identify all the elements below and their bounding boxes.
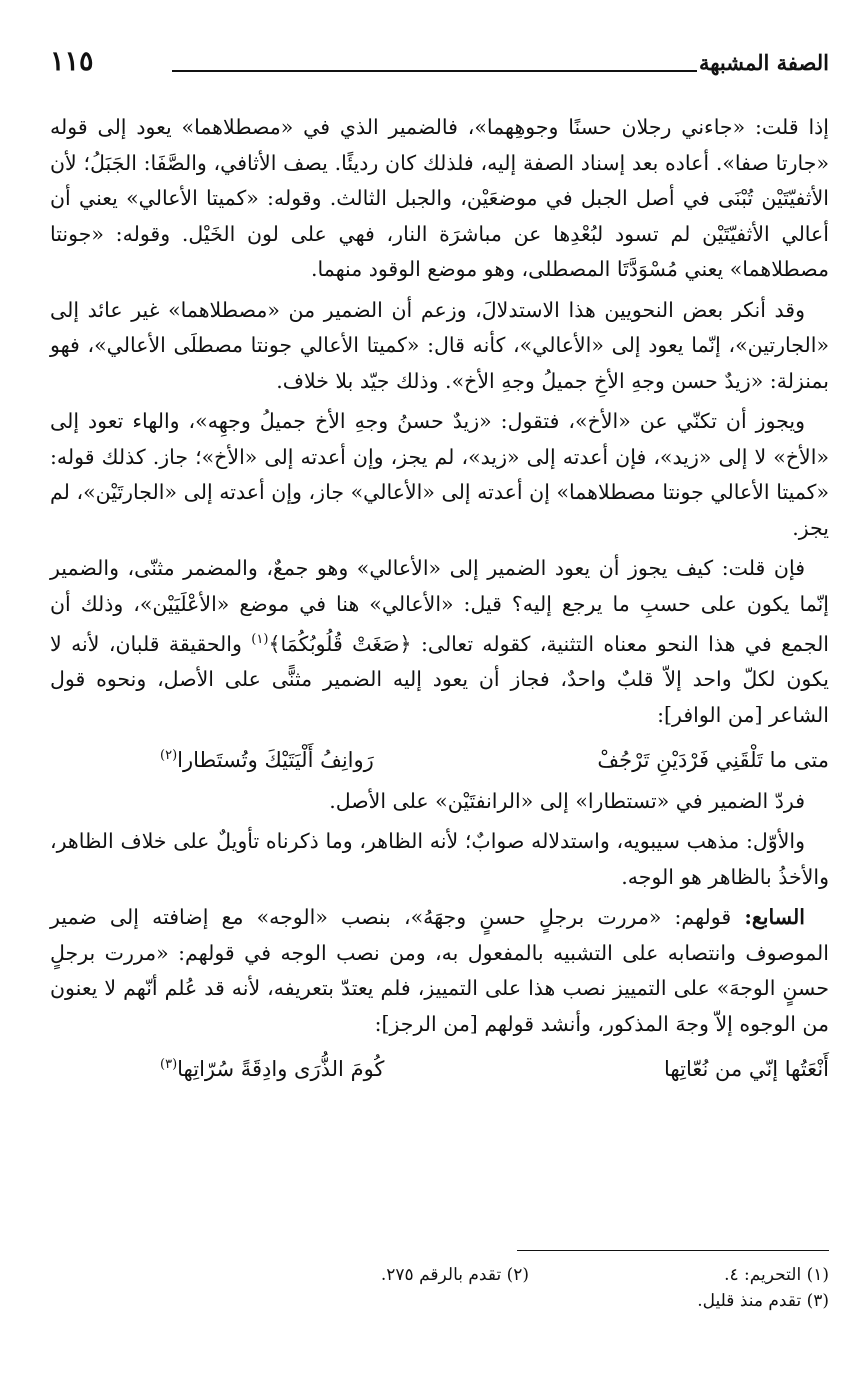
- paragraph-6: والأوّل: مذهب سيبويه، واستدلاله صوابٌ؛ لأنه الظاهر، وما ذكرناه تأويلٌ على خلاف الظاهر، والأخذُ بالظاهر هو الوجه.: [50, 829, 829, 889]
- footnote-2: (٢) تقدم بالرقم ٢٧٥.: [380, 1265, 529, 1285]
- paragraph-4: [50, 551, 829, 733]
- body-text: [50, 110, 829, 1093]
- paragraph-1: إذا قلت: «جاءني رجلان حسنًا وجوهِهما»، فالضمير الذي في «مصطلاهما» يعود إلى قوله «جارتا صفا». أعاده بعد إسناد الصفة إليه، فلذلك كان رديئًا. يصف الأثافي، والصَّفَا: الجَبَلُ؛ لأن الأثفيّتَيْن تُبْنَى في أصل الجبل في موضعَيْن، والجبل الثالث. وقوله: «كميتا الأعالي» يعني أن أعالي الأثفيّتَيْن لم تسود لبُعْدِها عن مباشرَة النار، فهي على لون الخَيْل. وقوله: «جونتا مصطلاهما» يعني مُسْوَدَّتَا المصطلى، وهو موضع الوقود منهما.: [50, 115, 829, 281]
- footnotes: [50, 1262, 829, 1314]
- footnote-ref-2: (٢): [160, 748, 178, 764]
- verse-1-second-text: رَوانِفُ أَلْيَتَيْكَ وتُستَطارا: [177, 748, 374, 773]
- verse-1: [50, 738, 829, 779]
- footnote-ref-3: (٣): [160, 1057, 178, 1073]
- verse-2: [50, 1047, 829, 1088]
- footnote-row-1: [50, 1262, 829, 1288]
- paragraph-2: وقد أنكر بعض النحويين هذا الاستدلالَ، وزعم أن الضمير من «مصطلاهما» غير عائد إلى «الجارتين»، إنّما يعود إلى «الأعالي»، كأنه قال: «كميتا الأعالي جونتا مصطلَى الأعالي»، فهو بمنزلة: «زيدٌ حسن وجهِ الأخِ جميلُ وجهِ الأخ». وذلك جيّد بلا خلاف.: [50, 297, 829, 393]
- footnote-rule: [517, 1250, 829, 1251]
- footnote-1: (١) التحريم: ٤.: [724, 1265, 829, 1285]
- section-lead: السابع:: [744, 905, 805, 930]
- paragraph-4-cont: والحقيقة قلبان، لأنه لا يكون لكلّ واحد إلاّ قلبٌ واحدٌ، فجاز أن يعود إليه الضمير مثنًّى على الأصل، ونحوه قول الشاعر [من الوافر]:: [50, 631, 829, 727]
- footnote-row-2: [50, 1288, 829, 1314]
- page-number: ١١٥: [50, 46, 94, 77]
- verse-2-second-text: كُومَ الذُّرَى وادِقَةً سُرّاتِها: [177, 1057, 385, 1082]
- paragraph-3: ويجوز أن تكنّي عن «الأخ»، فتقول: «زيدٌ حسنُ وجهِ الأخ جميلُ وجهِه»، والهاء تعود إلى «الأخ» لا إلى «زيد»، فإن أعدته إلى «زيد»، لم يجز، وإن أعدته إلى «الأخ»؛ جاز. كذلك قوله: «كميتا الأعالي جونتا مصطلاهما» إن أعدته إلى «الأعالي» جاز، وإن أعدته إلى «الجارتَيْن»، لم يجز.: [50, 409, 829, 540]
- footnote-ref-1: (١): [251, 632, 269, 647]
- header-rule: [172, 70, 697, 72]
- running-header: [50, 46, 829, 86]
- verse-1-first-hemistich: متى ما تَلْقَنِي فَرْدَيْنِ تَرْجُفْ: [597, 748, 829, 773]
- verse-2-first-hemistich: أَنْعَتُها إنّي من نُعّاتِها: [664, 1057, 829, 1082]
- paragraph-7: [50, 900, 829, 1042]
- paragraph-5: فردّ الضمير في «تستطارا» إلى «الرانفتَيْن» على الأصل.: [329, 788, 805, 813]
- paragraph-7-text: قولهم: «مررت برجلٍ حسنٍ وجهَهُ»، بنصب «الوجه» مع إضافته إلى ضمير الموصوف وانتصابه على التشبيه بالمفعول به، ومن نصب الوجه في قولهم: «مررت برجلٍ حسنٍ الوجهَ» على التمييز نصب هذا على التمييز، فلم يعتدّ بتعريفه، لأنه قد عُلم أنّهم لا يعنون من الوجوه إلاّ وجهَ المذكور، وأنشد قولهم [من الرجز]:: [50, 905, 829, 1036]
- verse-1-second-hemistich: [160, 738, 374, 779]
- verse-2-second-hemistich: [160, 1047, 384, 1088]
- chapter-title: الصفة المشبهة: [698, 50, 829, 75]
- paragraph-4-text: فإن قلت: كيف يجوز أن يعود الضمير إلى «الأعالي» وهو جمعٌ، والمضمر مثنّى، والضمير إنّما يكون على حسبِ ما يرجع إليه؟ قيل: «الأعالي» هنا في موضع «الأعْلَيَيْن»، وذلك أن الجمع في هذا النحو معناه التثنية، كقوله تعالى: ﴿صَغَتْ قُلُوبُكُمَا﴾: [50, 556, 830, 656]
- footnote-3: (٣) تقدم منذ قليل.: [697, 1291, 829, 1311]
